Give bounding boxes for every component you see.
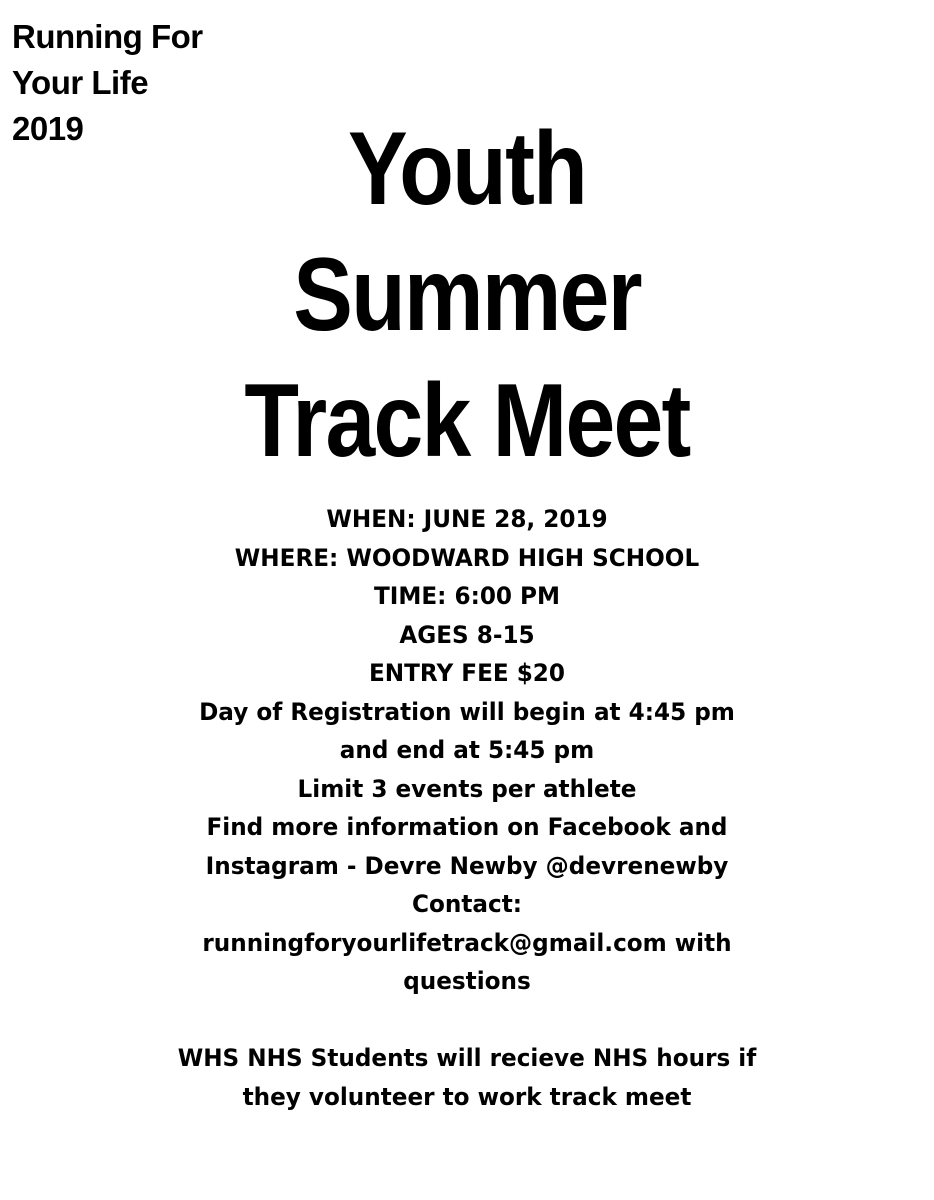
title-line-3: Track Meet [244, 363, 690, 479]
section-spacer [0, 1001, 934, 1040]
contact-label: Contact: [411, 890, 523, 918]
event-details [0, 500, 934, 1116]
event-location: WHERE: WOODWARD HIGH SCHOOL [234, 543, 700, 572]
event-date: WHEN: JUNE 28, 2019 [326, 505, 608, 533]
info-line-1: Find more information on Facebook and [206, 813, 728, 841]
organization-line-1: Running For [12, 18, 203, 55]
volunteer-note-line-1: WHS NHS Students will recieve NHS hours if [177, 1044, 757, 1072]
entry-fee: ENTRY FEE $20 [368, 659, 565, 687]
volunteer-note-line-2: they volunteer to work track meet [242, 1082, 692, 1111]
title-line-1: Youth [347, 111, 587, 227]
registration-line-1: Day of Registration will begin at 4:45 pm [199, 697, 735, 726]
organization-year: 2019 [12, 110, 84, 147]
event-title [65, 106, 868, 484]
registration-line-2: and end at 5:45 pm [339, 736, 595, 764]
info-line-2: Instagram - Devre Newby @devrenewby [205, 851, 729, 880]
contact-questions: questions [403, 967, 531, 995]
event-limit: Limit 3 events per athlete [297, 774, 637, 803]
event-ages: AGES 8-15 [399, 620, 535, 649]
organization-line-2: Your Life [12, 64, 149, 101]
event-time: TIME: 6:00 PM [373, 582, 561, 610]
contact-email-line: runningforyourlifetrack@gmail.com with [202, 928, 732, 957]
title-line-2: Summer [293, 237, 641, 353]
